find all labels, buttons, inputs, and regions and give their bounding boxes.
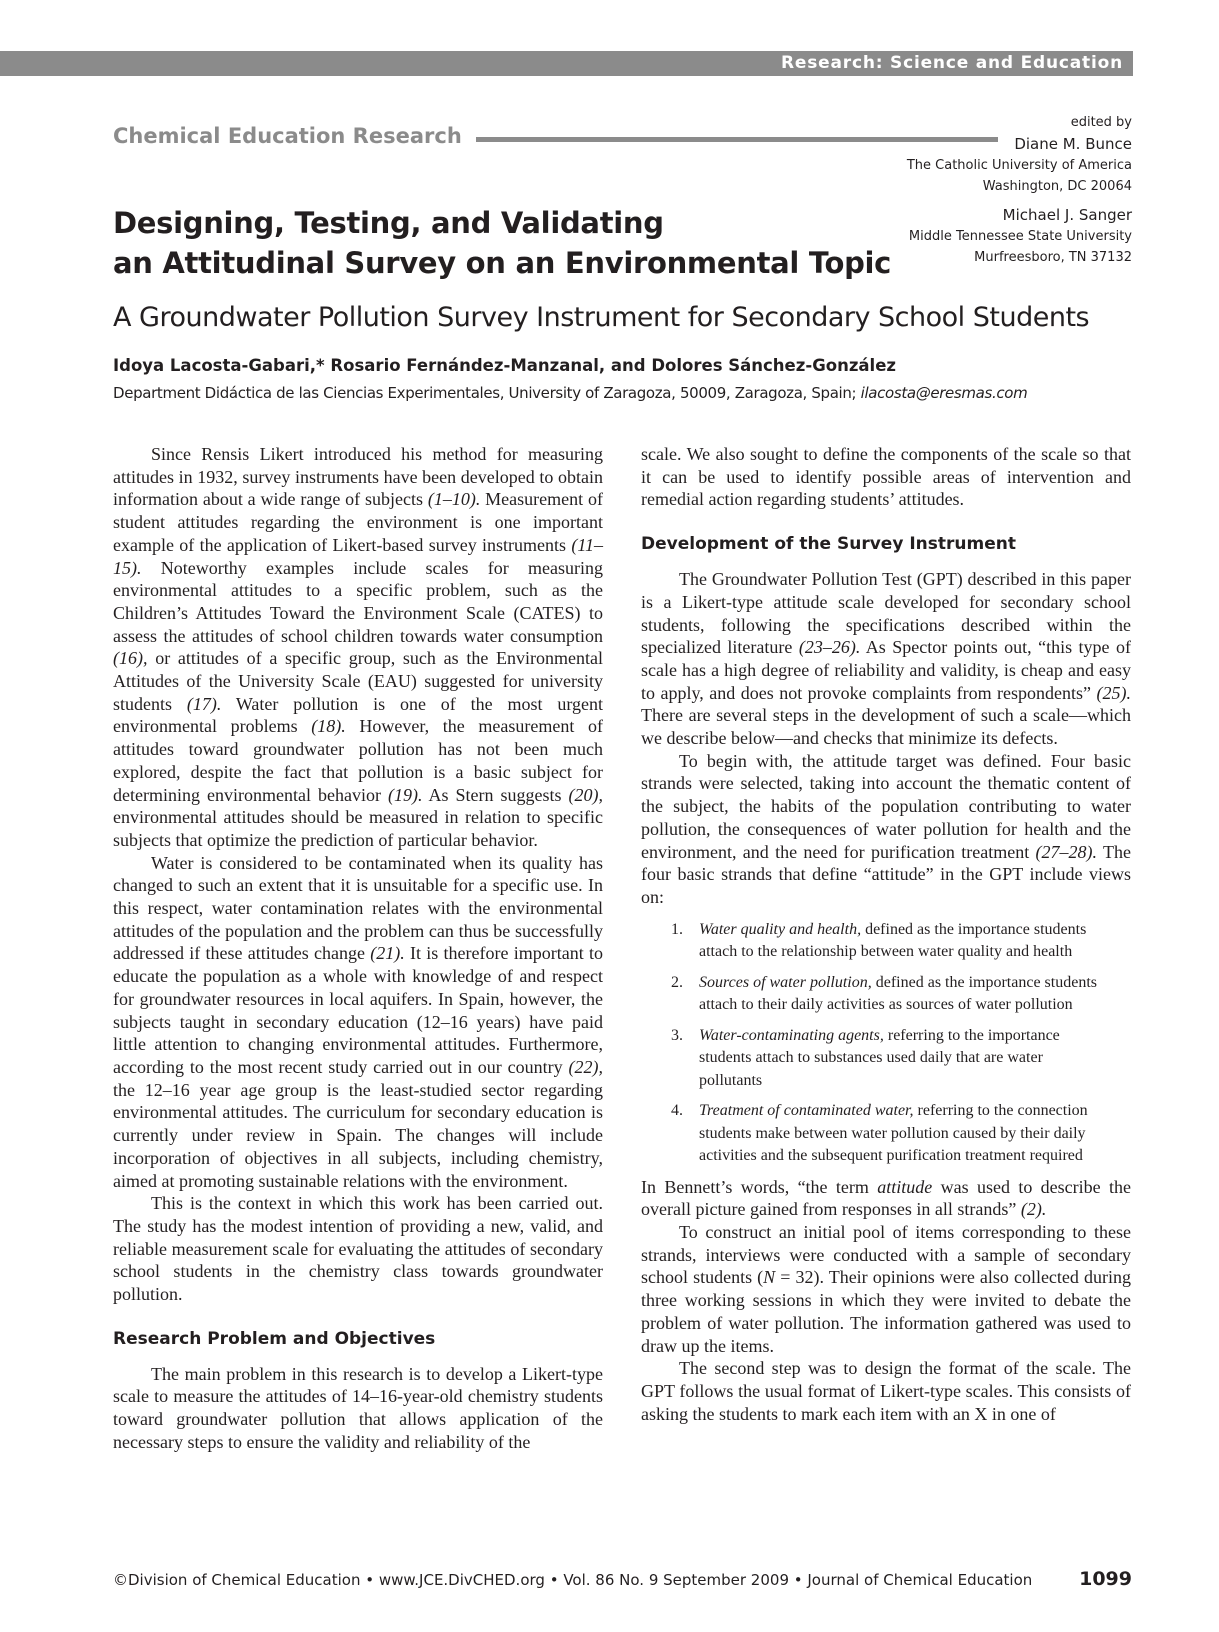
article-subtitle: A Groundwater Pollution Survey Instrument for Secondary School Students <box>113 302 1090 333</box>
citation: (1–10). <box>427 489 481 510</box>
right-paragraph-4: In Bennett’s words, “the term attitude was used to describe the overall picture gained from responses in all strands” (2). <box>641 1176 1131 1220</box>
left-paragraph-1: Since Rensis Likert introduced his method for measuring attitudes in 1932, survey instruments have been developed to obtain information about a wide range of subjects (1–10). Measurement of student attitudes regarding the environment is one important example of the application of Likert-based survey instruments (11–15). Noteworthy examples include scales for measuring environmental attitudes to a specific problem, such as the Children’s Attitudes Toward the Environment Scale (CATES) to assess the attitudes of school children towards water consumption (16), or attitudes of a specific group, such as the Environmental Attitudes of the University Scale (EAU) suggested for university students (17). Water pollution is one of the most urgent environmental problems (18). However, the measurement of attitudes toward groundwater pollution has not been much explored, despite the fact that pollution is a basic subject for determining environmental behavior (19). As Stern suggests (20), environmental attitudes should be measured in relation to specific subjects that optimize the prediction of particular behavior. <box>113 444 603 850</box>
right-column <box>641 443 1131 1425</box>
editor2-institution: Middle Tennessee State University <box>908 229 1132 244</box>
list-item: 3. Water-contaminating agents, referring to the importance students attach to substances used daily that are water pollutants <box>671 1026 1060 1089</box>
citation: (25). <box>1096 682 1131 703</box>
citation: (27–28). <box>1035 841 1098 862</box>
citation: (20), <box>568 784 603 805</box>
right-paragraph-5: To construct an initial pool of items corresponding to these strands, interviews were conducted with a sample of secondary school students (N = 32). Their opinions were also collected during three working sessions in which they were invited to debate the problem of water pollution. The information gathered was used to draw up the items. <box>641 1222 1131 1356</box>
editor2-name: Michael J. Sanger <box>1002 206 1132 224</box>
editor1-name: Diane M. Bunce <box>1014 135 1132 153</box>
right-paragraph-6: The second step was to design the format of the scale. The GPT follows the usual format of Likert-type scales. This consists of asking the students to mark each item with an X in one of <box>641 1358 1131 1424</box>
affiliation-text: Department Didáctica de las Ciencias Experimentales, University of Zaragoza, 50009, Zaragoza, Spain; <box>113 384 861 402</box>
right-paragraph-3: To begin with, the attitude target was defined. Four basic strands were selected, taking into account the thematic content of the subject, the habits of the population contributing to water pollution, the consequences of water pollution for health and the environment, and the need for purification treatment (27–28). The four basic strands that define “attitude” in the GPT include views on: <box>641 750 1131 907</box>
strands-list <box>641 919 1131 1168</box>
banner-label: Research: Science and Education <box>781 53 1123 73</box>
editor1-institution: The Catholic University of America <box>906 158 1132 173</box>
left-paragraph-2: Water is considered to be contaminated when its quality has changed to such an extent that it is unsuitable for a specific use. In this respect, water contamination relates with the environmental attitudes of the population and the problem can thus be successfully addressed if these attitudes change (21). It is therefore important to educate the population as a whole with knowledge of and respect for groundwater resources in local aquifers. In Spain, however, the subjects taught in secondary education (12–16 years) have paid little attention to changing environmental attitudes. Furthermore, according to the most recent study carried out in our country (22), the 12–16 year age group is the least-studied sector regarding environmental attitudes. The curriculum for secondary education is currently under review in Spain. The changes will include incorporation of objectives in all subjects, including chemistry, aimed at promoting sustainable relations with the environment. <box>113 852 603 1191</box>
heading-development: Development of the Survey Instrument <box>641 534 1016 555</box>
page-number: 1099 <box>1079 1568 1132 1590</box>
author-email: ilacosta@eresmas.com <box>860 384 1028 402</box>
citation: (2). <box>1020 1199 1047 1220</box>
list-item: 4. Treatment of contaminated water, referring to the connection students make between water pollution caused by their daily activities and the subsequent purification treatment required <box>671 1102 1088 1165</box>
article-affiliation <box>113 384 1027 402</box>
footer-text: ©Division of Chemical Education • www.JCE.DivCHED.org • Vol. 86 No. 9 September 2009 • Journal of Chemical Education <box>113 1571 1033 1589</box>
editor1-location: Washington, DC 20064 <box>982 179 1132 194</box>
left-paragraph-4: The main problem in this research is to develop a Likert-type scale to measure the attitudes of 14–16-year-old chemistry students toward groundwater pollution that allows application of the necessary steps to ensure the validity and reliability of the <box>113 1363 603 1452</box>
article-title <box>113 203 891 283</box>
right-paragraph-1: scale. We also sought to define the components of the scale so that it can be used to identify possible areas of intervention and remedial action regarding students’ attitudes. <box>641 444 1131 510</box>
heading-research-problem: Research Problem and Objectives <box>113 1328 436 1349</box>
header-banner <box>0 51 1133 76</box>
page-footer <box>113 1568 1132 1590</box>
right-paragraph-2: The Groundwater Pollution Test (GPT) described in this paper is a Likert-type attitude scale developed for secondary school students, following the specifications described within the specialized literature (23–26). As Spector points out, “this type of scale has a high degree of reliability and validity, is cheap and easy to apply, and does not provoke complaints from respondents” (25). There are several steps in the development of such a scale—which we describe below—and checks that minimize its defects. <box>641 569 1131 749</box>
list-item: 1. Water quality and health, defined as the importance students attach to the relationship between water quality and health <box>671 920 1087 961</box>
title-line-2: an Attitudinal Survey on an Environmental Topic <box>113 246 892 280</box>
editor2-location: Murfreesboro, TN 37132 <box>974 250 1132 265</box>
title-line-1: Designing, Testing, and Validating <box>113 206 664 240</box>
section-label: Chemical Education Research <box>113 124 462 148</box>
list-item: 2. Sources of water pollution, defined as the importance students attach to their daily activities as sources of water pollution <box>671 973 1097 1014</box>
citation: (19). <box>387 784 423 805</box>
citation: (16), <box>113 648 148 669</box>
citation: (21). <box>370 943 405 964</box>
citation: (23–26). <box>798 637 861 658</box>
edited-by-label: edited by <box>1070 115 1132 130</box>
article-authors: Idoya Lacosta-Gabari,* Rosario Fernández-Manzanal, and Dolores Sánchez-González <box>113 356 897 375</box>
left-column <box>113 443 603 1454</box>
editors-block <box>907 112 1132 268</box>
citation: (11–15). <box>113 534 603 578</box>
citation: (18). <box>311 716 346 737</box>
citation: (22), <box>568 1056 603 1077</box>
citation: (17). <box>186 693 222 714</box>
left-paragraph-3: This is the context in which this work has been carried out. The study has the modest intention of providing a new, valid, and reliable measurement scale for evaluating the attitudes of secondary school students in the chemistry class towards groundwater pollution. <box>113 1193 603 1305</box>
